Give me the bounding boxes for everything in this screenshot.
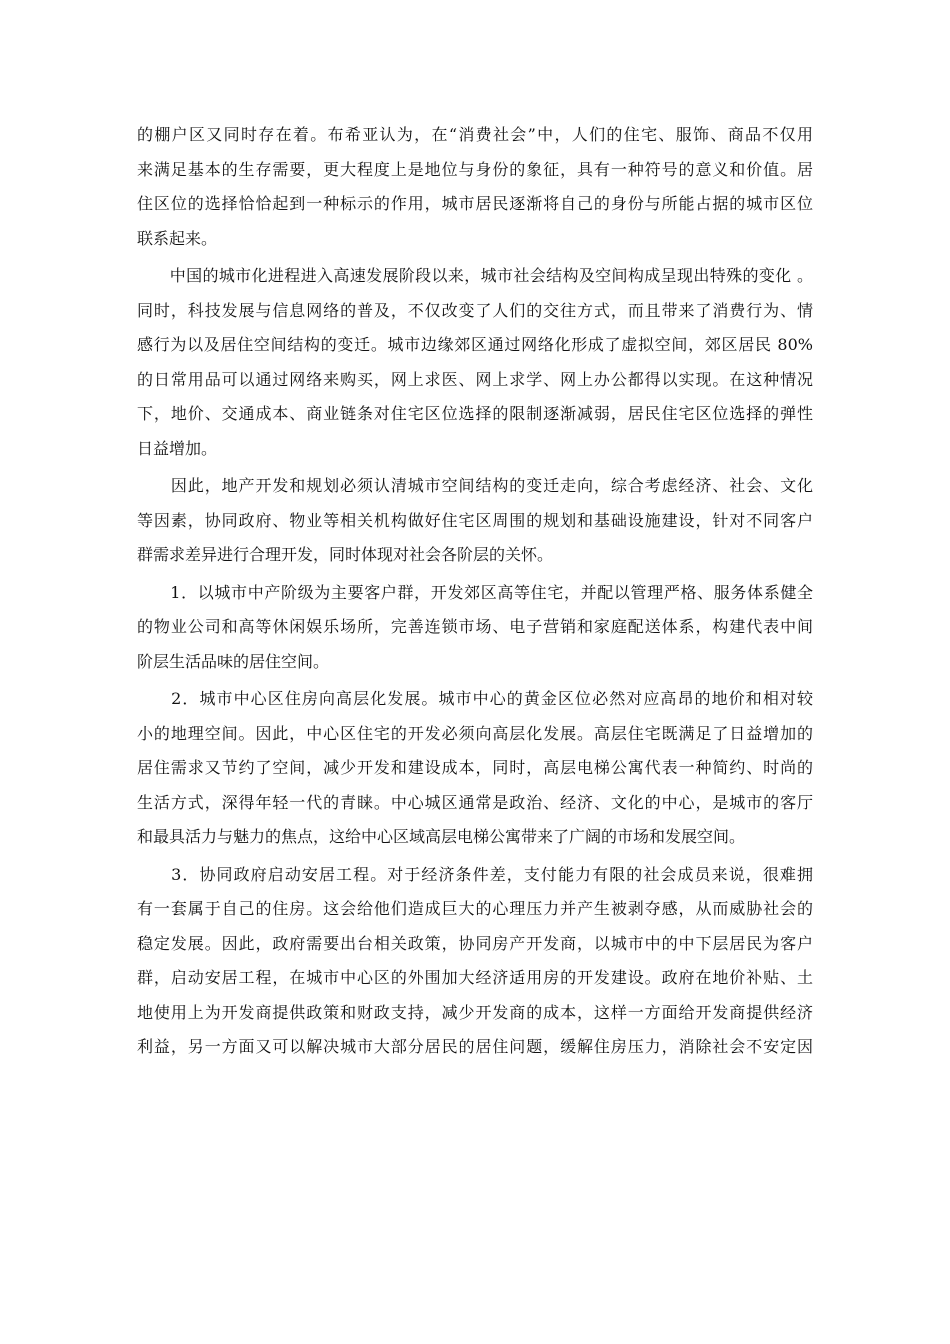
text-line: 同时，科技发展与信息网络的普及，不仅改变了人们的交往方式，而且带来了消费行为、情 bbox=[137, 300, 813, 320]
text-line: 日益增加。 bbox=[137, 438, 218, 458]
text-line: 有一套属于自己的住房。这会给他们造成巨大的心理压力并产生被剥夺感，从而威胁社会的 bbox=[137, 899, 813, 918]
text-line: 生活方式，深得年轻一代的青睐。中心城区通常是政治、经济、文化的中心，是城市的客厅 bbox=[137, 792, 813, 812]
paragraph bbox=[137, 118, 813, 256]
text-line: 群，启动安居工程，在城市中心区的外围加大经济适用房的开发建设。政府在地价补贴、土 bbox=[137, 968, 813, 987]
text-line: 的日常用品可以通过网络来购买，网上求医、网上求学、网上办公都得以实现。在这种情况 bbox=[137, 369, 813, 389]
text-line: 下，地价、交通成本、商业链条对住宅区位选择的限制逐渐减弱，居民住宅区位选择的弹性 bbox=[137, 404, 813, 423]
text-line: 的物业公司和高等休闲娱乐场所，完善连锁市场、电子营销和家庭配送体系，构建代表中间 bbox=[137, 617, 813, 636]
text-line: 3．协同政府启动安居工程。对于经济条件差，支付能力有限的社会成员来说，很难拥 bbox=[137, 864, 813, 884]
text-line: 中国的城市化进程进入高速发展阶段以来，城市社会结构及空间构成呈现出特殊的变化 。 bbox=[137, 266, 813, 285]
text-line: 群需求差异进行合理开发，同时体现对社会各阶层的关怀。 bbox=[137, 545, 554, 564]
text-line: 1．以城市中产阶级为主要客户群，开发郊区高等住宅，并配以管理严格、服务体系健全 bbox=[137, 582, 813, 602]
paragraph bbox=[137, 576, 813, 680]
text-line: 住区位的选择恰恰起到一种标示的作用，城市居民逐渐将自己的身份与所能占据的城市区位 bbox=[137, 194, 813, 213]
text-line: 感行为以及居住空间结构的变迁。城市边缘郊区通过网络化形成了虚拟空间，郊区居民 80% bbox=[137, 335, 813, 354]
text-line: 等因素，协同政府、物业等相关机构做好住宅区周围的规划和基础设施建设，针对不同客户 bbox=[137, 510, 813, 530]
text-line: 小的地理空间。因此，中心区住宅的开发必须向高层化发展。高层住宅既满足了日益增加的 bbox=[137, 723, 813, 743]
body-text bbox=[137, 118, 813, 1065]
text-line: 居住需求又节约了空间，减少开发和建设成本，同时，高层电梯公寓代表一种简约、时尚的 bbox=[137, 758, 813, 777]
paragraph bbox=[137, 682, 813, 855]
text-line: 阶层生活品味的居住空间。 bbox=[137, 651, 330, 671]
text-line: 的棚户区又同时存在着。布希亚认为，在“消费社会”中，人们的住宅、服饰、商品不仅用 bbox=[137, 125, 813, 144]
text-line: 因此，地产开发和规划必须认清城市空间结构的变迁走向，综合考虑经济、社会、文化 bbox=[137, 476, 813, 495]
paragraph bbox=[137, 858, 813, 1065]
text-line: 利益，另一方面又可以解决城市大部分居民的居住问题，缓解住房压力，消除社会不安定因 bbox=[137, 1037, 813, 1056]
text-line: 联系起来。 bbox=[137, 228, 218, 248]
text-line: 2．城市中心区住房向高层化发展。城市中心的黄金区位必然对应高昂的地价和相对较 bbox=[137, 689, 813, 708]
text-line: 和最具活力与魅力的焦点，这给中心区域高层电梯公寓带来了广阔的市场和发展空间。 bbox=[137, 827, 746, 846]
text-line: 稳定发展。因此，政府需要出台相关政策，协同房产开发商，以城市中的中下层居民为客户 bbox=[137, 933, 813, 953]
paragraph bbox=[137, 469, 813, 573]
text-line: 来满足基本的生存需要，更大程度上是地位与身份的象征，具有一种符号的意义和价值。居 bbox=[137, 159, 813, 179]
paragraph bbox=[137, 259, 813, 466]
text-line: 地使用上为开发商提供政策和财政支持，减少开发商的成本，这样一方面给开发商提供经济 bbox=[137, 1002, 813, 1022]
